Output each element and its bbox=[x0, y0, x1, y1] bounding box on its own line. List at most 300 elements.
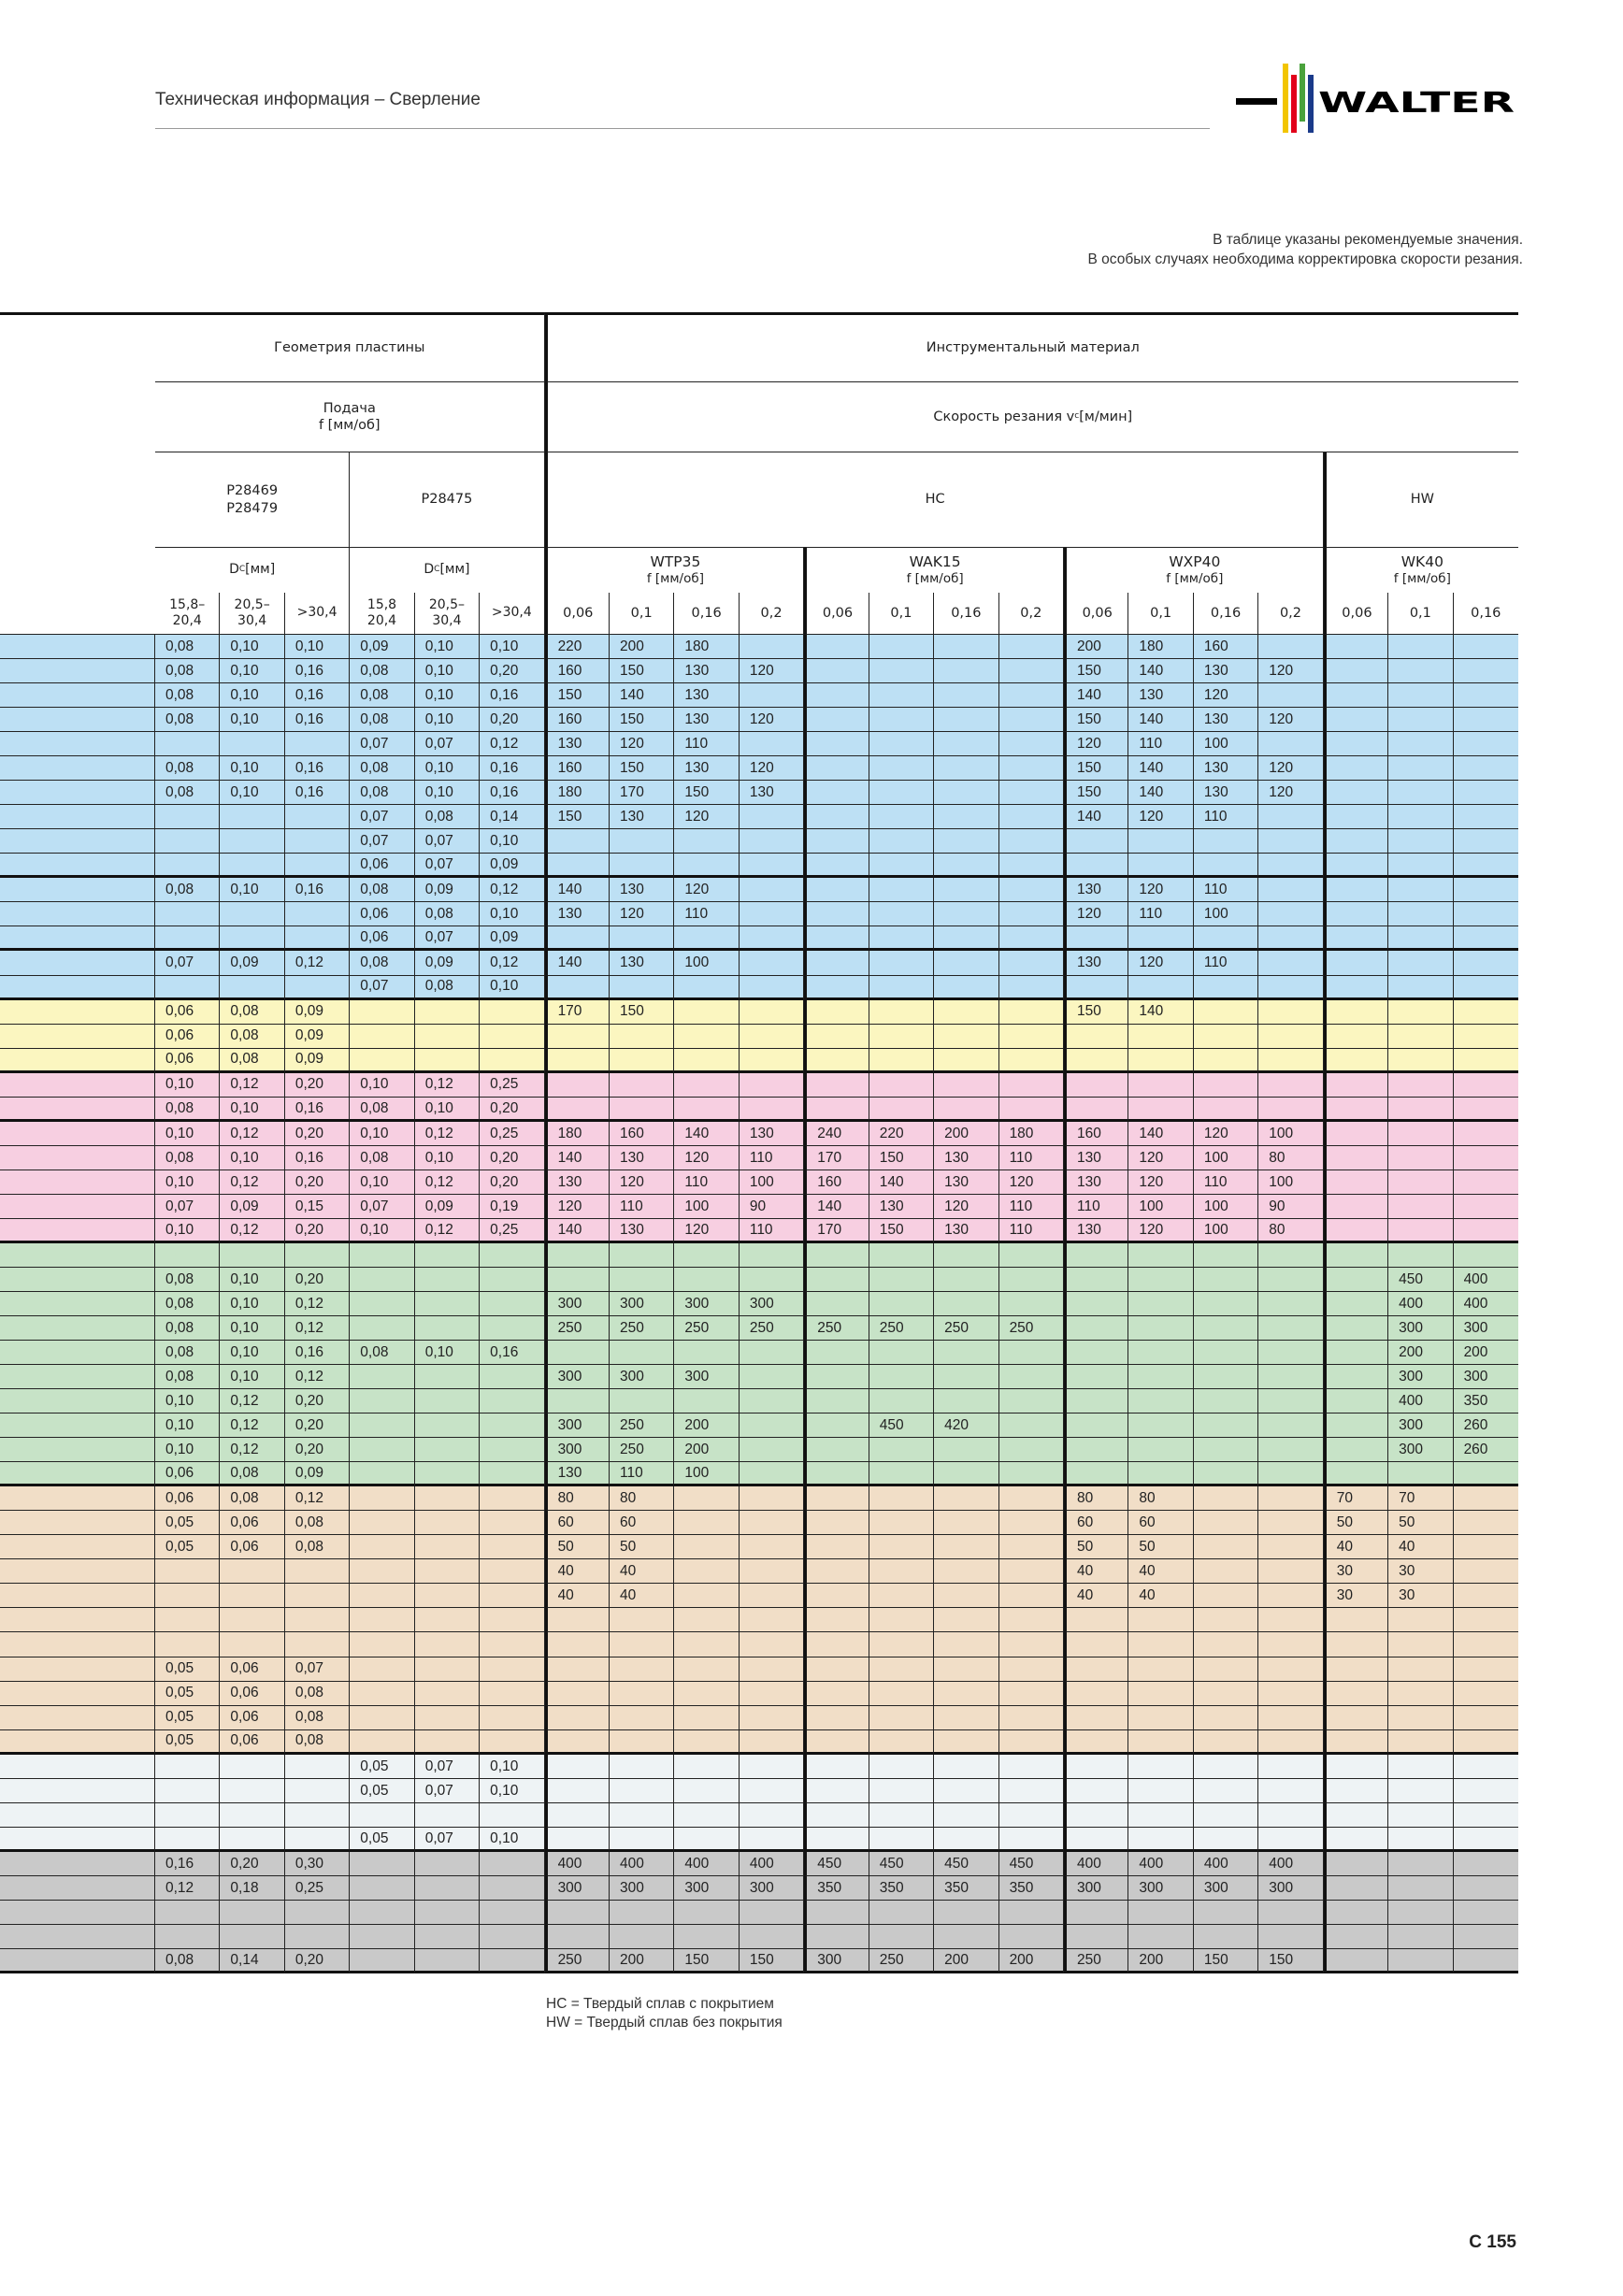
table-cell: 0,10 bbox=[220, 683, 284, 708]
table-cell: 120 bbox=[1258, 781, 1323, 805]
table-cell: 50 bbox=[610, 1535, 674, 1559]
table-cell: 200 bbox=[999, 1949, 1064, 1973]
table-cell: 90 bbox=[740, 1195, 804, 1219]
table-cell bbox=[1454, 878, 1518, 902]
table-cell: 140 bbox=[1128, 1000, 1193, 1025]
table-cell: 100 bbox=[674, 1462, 739, 1486]
material-group-cell bbox=[0, 1535, 155, 1559]
table-cell: 0,12 bbox=[220, 1170, 284, 1195]
table-cell: 130 bbox=[1128, 683, 1193, 708]
table-cell: 130 bbox=[934, 1219, 998, 1243]
table-cell: 70 bbox=[1324, 1486, 1388, 1511]
table-cell bbox=[415, 1316, 480, 1341]
table-cell bbox=[1194, 1511, 1258, 1535]
table-cell bbox=[1388, 1462, 1453, 1486]
table-cell bbox=[934, 1682, 998, 1706]
table-cell bbox=[480, 1852, 544, 1876]
table-cell bbox=[804, 1535, 869, 1559]
table-cell bbox=[674, 1803, 739, 1828]
table-cell: 40 bbox=[545, 1559, 610, 1584]
table-cell: 0,12 bbox=[415, 1219, 480, 1243]
feed-column-header: 0,1 bbox=[610, 593, 674, 635]
table-cell bbox=[350, 1486, 414, 1511]
table-cell bbox=[1388, 781, 1453, 805]
table-cell bbox=[934, 1073, 998, 1098]
table-cell bbox=[1128, 1608, 1193, 1632]
table-cell: 140 bbox=[804, 1195, 869, 1219]
table-cell bbox=[480, 1486, 544, 1511]
table-cell: 0,08 bbox=[155, 781, 220, 805]
table-cell bbox=[869, 1755, 934, 1779]
table-cell: 0,07 bbox=[350, 829, 414, 854]
table-cell: 140 bbox=[1128, 1122, 1193, 1146]
table-cell bbox=[1388, 1049, 1453, 1073]
table-cell bbox=[1388, 1779, 1453, 1803]
table-cell: 120 bbox=[1258, 659, 1323, 683]
table-cell: 0,08 bbox=[285, 1535, 350, 1559]
table-cell bbox=[740, 1268, 804, 1292]
table-cell bbox=[1064, 926, 1128, 951]
table-cell bbox=[285, 1779, 350, 1803]
material-group-cell bbox=[0, 1049, 155, 1073]
table-cell: 0,08 bbox=[220, 1462, 284, 1486]
table-cell bbox=[610, 1730, 674, 1755]
table-cell bbox=[674, 1559, 739, 1584]
table-cell bbox=[674, 1779, 739, 1803]
table-cell bbox=[155, 1901, 220, 1925]
table-cell bbox=[804, 1268, 869, 1292]
table-cell: 0,10 bbox=[480, 1755, 544, 1779]
table-cell bbox=[1194, 1389, 1258, 1413]
table-cell: 70 bbox=[1388, 1486, 1453, 1511]
feed-column-header: 0,2 bbox=[999, 593, 1064, 635]
table-cell bbox=[155, 1584, 220, 1608]
table-cell bbox=[804, 1243, 869, 1268]
table-cell: 100 bbox=[1258, 1122, 1323, 1146]
table-cell: 50 bbox=[1324, 1511, 1388, 1535]
table-cell bbox=[674, 1901, 739, 1925]
table-cell: 300 bbox=[1194, 1876, 1258, 1901]
table-cell bbox=[1324, 902, 1388, 926]
table-cell bbox=[1324, 1682, 1388, 1706]
table-cell bbox=[1454, 1730, 1518, 1755]
page-number: C 155 bbox=[1469, 2232, 1516, 2252]
table-cell: 120 bbox=[1194, 683, 1258, 708]
table-cell: 180 bbox=[545, 781, 610, 805]
diameter-line: 15,8– bbox=[169, 596, 206, 612]
table-cell bbox=[350, 1584, 414, 1608]
table-cell bbox=[740, 1073, 804, 1098]
table-cell: 300 bbox=[674, 1365, 739, 1389]
table-cell bbox=[155, 1755, 220, 1779]
table-cell bbox=[155, 902, 220, 926]
table-cell bbox=[740, 1755, 804, 1779]
table-cell bbox=[1454, 854, 1518, 878]
table-cell: 100 bbox=[1128, 1195, 1193, 1219]
table-cell bbox=[1194, 1608, 1258, 1632]
geometry-name-line: P28469 bbox=[226, 483, 279, 499]
table-cell: 220 bbox=[545, 635, 610, 659]
table-cell: 40 bbox=[1064, 1559, 1128, 1584]
table-cell: 0,06 bbox=[350, 854, 414, 878]
table-cell: 150 bbox=[740, 1949, 804, 1973]
table-cell: 160 bbox=[545, 708, 610, 732]
table-cell: 300 bbox=[740, 1292, 804, 1316]
table-cell: 0,08 bbox=[350, 683, 414, 708]
table-cell: 300 bbox=[1454, 1365, 1518, 1389]
table-cell bbox=[999, 926, 1064, 951]
table-cell bbox=[480, 1949, 544, 1973]
table-cell: 200 bbox=[674, 1413, 739, 1438]
table-cell bbox=[1324, 1632, 1388, 1657]
table-cell: 40 bbox=[1388, 1535, 1453, 1559]
table-cell bbox=[350, 1000, 414, 1025]
table-cell bbox=[415, 1535, 480, 1559]
table-cell bbox=[545, 1098, 610, 1122]
table-cell: 0,07 bbox=[415, 1755, 480, 1779]
table-cell bbox=[1194, 1365, 1258, 1389]
table-cell: 130 bbox=[545, 1462, 610, 1486]
table-cell bbox=[1388, 829, 1453, 854]
table-cell: 0,20 bbox=[285, 1949, 350, 1973]
grade-unit: f [мм/об] bbox=[1166, 571, 1224, 587]
table-cell bbox=[1064, 1365, 1128, 1389]
table-cell bbox=[220, 1828, 284, 1852]
table-cell bbox=[740, 1608, 804, 1632]
table-cell: 0,08 bbox=[415, 902, 480, 926]
table-cell bbox=[1258, 951, 1323, 975]
table-cell: 300 bbox=[1388, 1438, 1453, 1462]
table-cell: 110 bbox=[674, 902, 739, 926]
table-cell bbox=[999, 854, 1064, 878]
table-cell: 140 bbox=[545, 878, 610, 902]
table-cell bbox=[804, 1925, 869, 1949]
table-cell bbox=[1388, 1803, 1453, 1828]
table-cell: 130 bbox=[1194, 659, 1258, 683]
speed-label: Скорость резания v bbox=[933, 409, 1075, 424]
table-cell: 0,10 bbox=[155, 1389, 220, 1413]
table-cell: 130 bbox=[869, 1195, 934, 1219]
table-cell bbox=[1064, 1243, 1128, 1268]
table-cell bbox=[415, 1682, 480, 1706]
table-cell bbox=[1324, 1803, 1388, 1828]
table-cell: 0,09 bbox=[350, 635, 414, 659]
table-cell bbox=[1258, 1657, 1323, 1682]
grade-name: WTP35 bbox=[650, 552, 701, 570]
table-cell: 0,20 bbox=[480, 1170, 544, 1195]
table-cell bbox=[999, 683, 1064, 708]
table-cell bbox=[869, 1073, 934, 1098]
table-cell: 170 bbox=[545, 1000, 610, 1025]
material-group-cell bbox=[0, 1949, 155, 1973]
material-group-cell bbox=[0, 1341, 155, 1365]
table-cell bbox=[869, 805, 934, 829]
table-cell bbox=[1194, 1438, 1258, 1462]
table-cell bbox=[999, 951, 1064, 975]
table-cell bbox=[740, 1511, 804, 1535]
header-blank bbox=[0, 312, 155, 635]
table-cell bbox=[804, 1755, 869, 1779]
table-cell bbox=[1128, 854, 1193, 878]
material-group-cell bbox=[0, 829, 155, 854]
table-cell bbox=[220, 1803, 284, 1828]
table-cell: 200 bbox=[1388, 1341, 1453, 1365]
table-cell: 220 bbox=[869, 1122, 934, 1146]
table-cell: 0,12 bbox=[480, 878, 544, 902]
table-cell bbox=[1258, 854, 1323, 878]
table-cell bbox=[934, 829, 998, 854]
table-cell: 0,10 bbox=[220, 659, 284, 683]
table-cell: 0,19 bbox=[480, 1195, 544, 1219]
cutting-data-table bbox=[0, 312, 1518, 1973]
table-cell bbox=[804, 756, 869, 781]
table-cell bbox=[1454, 976, 1518, 1000]
table-cell bbox=[804, 1632, 869, 1657]
table-cell bbox=[1454, 805, 1518, 829]
table-cell: 0,08 bbox=[155, 635, 220, 659]
table-cell bbox=[869, 1365, 934, 1389]
table-cell: 0,10 bbox=[350, 1122, 414, 1146]
grade-unit: f [мм/об] bbox=[906, 571, 964, 587]
table-cell bbox=[1454, 708, 1518, 732]
table-cell bbox=[804, 1730, 869, 1755]
table-cell bbox=[1454, 1632, 1518, 1657]
table-cell bbox=[1128, 1779, 1193, 1803]
table-cell bbox=[999, 1608, 1064, 1632]
table-cell bbox=[1388, 1730, 1453, 1755]
table-cell bbox=[1388, 1925, 1453, 1949]
table-cell bbox=[999, 756, 1064, 781]
material-group-cell bbox=[0, 1779, 155, 1803]
table-cell bbox=[869, 1706, 934, 1730]
table-cell: 0,16 bbox=[285, 1098, 350, 1122]
table-cell bbox=[674, 1682, 739, 1706]
table-cell bbox=[350, 1803, 414, 1828]
diameter-line: 30,4 bbox=[237, 613, 267, 628]
table-cell bbox=[740, 1341, 804, 1365]
table-cell: 400 bbox=[1454, 1292, 1518, 1316]
table-cell: 120 bbox=[674, 1146, 739, 1170]
material-group-cell bbox=[0, 1657, 155, 1682]
table-cell bbox=[804, 1901, 869, 1925]
table-cell: 0,08 bbox=[350, 1341, 414, 1365]
table-cell bbox=[1324, 1243, 1388, 1268]
table-cell: 200 bbox=[1454, 1341, 1518, 1365]
table-cell bbox=[1324, 976, 1388, 1000]
table-cell bbox=[869, 756, 934, 781]
table-cell bbox=[415, 1706, 480, 1730]
table-cell: 0,10 bbox=[480, 976, 544, 1000]
table-cell: 150 bbox=[869, 1219, 934, 1243]
table-cell: 0,07 bbox=[155, 1195, 220, 1219]
table-cell: 130 bbox=[934, 1146, 998, 1170]
table-cell bbox=[1258, 1341, 1323, 1365]
table-cell bbox=[1388, 1122, 1453, 1146]
table-cell bbox=[1258, 683, 1323, 708]
table-cell bbox=[934, 1268, 998, 1292]
table-cell bbox=[869, 1779, 934, 1803]
table-cell bbox=[1324, 805, 1388, 829]
table-cell bbox=[415, 1000, 480, 1025]
table-cell bbox=[545, 1608, 610, 1632]
table-cell: 300 bbox=[610, 1292, 674, 1316]
table-cell bbox=[869, 1632, 934, 1657]
table-cell: 150 bbox=[545, 805, 610, 829]
diameter-line: 30,4 bbox=[432, 613, 462, 628]
table-cell: 130 bbox=[740, 781, 804, 805]
table-cell: 0,05 bbox=[155, 1511, 220, 1535]
table-cell: 60 bbox=[545, 1511, 610, 1535]
table-cell bbox=[1258, 1413, 1323, 1438]
table-cell bbox=[415, 1049, 480, 1073]
table-cell: 60 bbox=[610, 1511, 674, 1535]
table-cell: 0,12 bbox=[220, 1073, 284, 1098]
table-cell bbox=[545, 926, 610, 951]
table-cell: 0,06 bbox=[155, 1000, 220, 1025]
table-cell bbox=[1454, 1682, 1518, 1706]
table-cell: 130 bbox=[1194, 781, 1258, 805]
table-cell bbox=[155, 1925, 220, 1949]
table-cell bbox=[1454, 1170, 1518, 1195]
table-cell bbox=[869, 1268, 934, 1292]
table-cell: 0,06 bbox=[155, 1462, 220, 1486]
table-cell bbox=[1388, 878, 1453, 902]
table-cell: 0,10 bbox=[220, 781, 284, 805]
table-cell: 0,06 bbox=[220, 1706, 284, 1730]
table-cell: 120 bbox=[1258, 708, 1323, 732]
table-cell bbox=[869, 1608, 934, 1632]
table-cell bbox=[1064, 1413, 1128, 1438]
table-cell: 140 bbox=[674, 1122, 739, 1146]
table-cell: 180 bbox=[545, 1122, 610, 1146]
table-cell bbox=[545, 1025, 610, 1049]
table-cell bbox=[545, 1730, 610, 1755]
table-cell bbox=[1454, 1949, 1518, 1973]
table-cell bbox=[804, 976, 869, 1000]
table-cell: 350 bbox=[804, 1876, 869, 1901]
table-cell bbox=[740, 1049, 804, 1073]
table-cell: 0,10 bbox=[220, 708, 284, 732]
table-cell bbox=[1258, 1462, 1323, 1486]
table-cell bbox=[674, 976, 739, 1000]
table-cell bbox=[1324, 1755, 1388, 1779]
table-cell: 130 bbox=[1194, 756, 1258, 781]
table-cell bbox=[804, 635, 869, 659]
table-cell bbox=[1258, 1584, 1323, 1608]
table-cell: 120 bbox=[674, 805, 739, 829]
table-cell: 0,10 bbox=[220, 1316, 284, 1341]
table-cell bbox=[480, 1243, 544, 1268]
table-cell bbox=[480, 1365, 544, 1389]
table-cell: 0,12 bbox=[220, 1219, 284, 1243]
table-cell bbox=[1454, 1803, 1518, 1828]
table-cell bbox=[350, 1316, 414, 1341]
table-cell: 300 bbox=[545, 1876, 610, 1901]
dc-label bbox=[350, 548, 544, 593]
table-cell bbox=[869, 1292, 934, 1316]
table-cell: 0,12 bbox=[285, 1316, 350, 1341]
table-cell bbox=[740, 1486, 804, 1511]
table-cell: 300 bbox=[804, 1949, 869, 1973]
table-cell bbox=[804, 1098, 869, 1122]
table-cell bbox=[1258, 1098, 1323, 1122]
table-cell bbox=[740, 926, 804, 951]
table-cell bbox=[934, 1901, 998, 1925]
material-group-cell bbox=[0, 1876, 155, 1901]
table-cell bbox=[1454, 1584, 1518, 1608]
table-cell: 120 bbox=[934, 1195, 998, 1219]
table-cell bbox=[220, 1243, 284, 1268]
table-cell: 0,10 bbox=[480, 1828, 544, 1852]
table-cell bbox=[869, 1584, 934, 1608]
table-cell: 40 bbox=[1064, 1584, 1128, 1608]
table-cell: 140 bbox=[610, 683, 674, 708]
table-cell: 120 bbox=[1064, 732, 1128, 756]
table-cell: 130 bbox=[610, 878, 674, 902]
table-cell bbox=[1324, 1779, 1388, 1803]
table-cell: 0,10 bbox=[155, 1073, 220, 1098]
table-cell bbox=[1128, 1098, 1193, 1122]
table-cell bbox=[804, 732, 869, 756]
table-cell bbox=[1388, 708, 1453, 732]
table-cell: 0,12 bbox=[285, 951, 350, 975]
table-cell bbox=[1388, 1876, 1453, 1901]
table-cell: 300 bbox=[1454, 1316, 1518, 1341]
table-cell bbox=[1388, 1682, 1453, 1706]
table-cell: 0,10 bbox=[415, 683, 480, 708]
table-cell bbox=[350, 1438, 414, 1462]
table-cell: 250 bbox=[934, 1316, 998, 1341]
table-cell bbox=[869, 1901, 934, 1925]
table-cell bbox=[155, 1803, 220, 1828]
table-cell: 300 bbox=[1258, 1876, 1323, 1901]
table-cell bbox=[1388, 1608, 1453, 1632]
table-cell bbox=[1194, 1682, 1258, 1706]
table-cell bbox=[1258, 1073, 1323, 1098]
table-cell bbox=[1064, 1803, 1128, 1828]
table-cell bbox=[934, 683, 998, 708]
table-cell: 0,08 bbox=[220, 1049, 284, 1073]
feed-column-header: 0,06 bbox=[1324, 593, 1388, 635]
table-cell bbox=[350, 1268, 414, 1292]
table-cell bbox=[1128, 1730, 1193, 1755]
material-group-cell bbox=[0, 1146, 155, 1170]
table-cell: 80 bbox=[1258, 1219, 1323, 1243]
table-cell bbox=[350, 1559, 414, 1584]
speed-unit: [м/мин] bbox=[1079, 409, 1133, 424]
table-cell bbox=[1388, 902, 1453, 926]
table-cell: 0,10 bbox=[155, 1170, 220, 1195]
table-cell: 110 bbox=[674, 1170, 739, 1195]
table-cell bbox=[1194, 1073, 1258, 1098]
table-cell: 110 bbox=[999, 1219, 1064, 1243]
table-cell: 0,10 bbox=[285, 635, 350, 659]
table-cell: 0,20 bbox=[285, 1073, 350, 1098]
table-cell bbox=[1258, 1535, 1323, 1559]
table-cell bbox=[1454, 1219, 1518, 1243]
table-cell: 110 bbox=[1128, 902, 1193, 926]
table-cell bbox=[1258, 1755, 1323, 1779]
table-cell bbox=[1064, 1438, 1128, 1462]
table-cell: 150 bbox=[610, 708, 674, 732]
table-cell bbox=[480, 1511, 544, 1535]
material-group-cell bbox=[0, 951, 155, 975]
table-cell: 0,08 bbox=[155, 1949, 220, 1973]
table-cell: 0,20 bbox=[480, 1098, 544, 1122]
table-cell bbox=[480, 1413, 544, 1438]
table-cell bbox=[1258, 1268, 1323, 1292]
table-cell: 200 bbox=[674, 1438, 739, 1462]
